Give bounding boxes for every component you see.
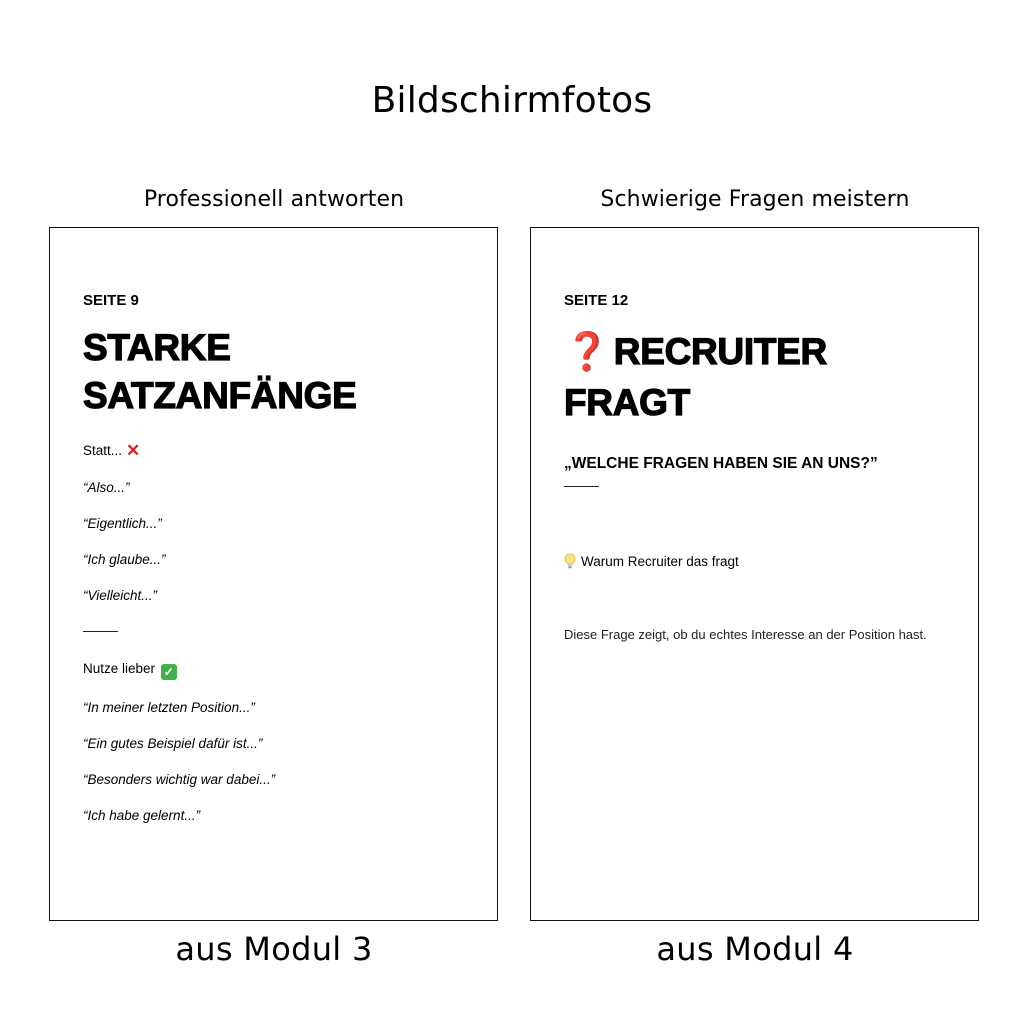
divider	[564, 486, 599, 487]
heading-line: STARKE	[83, 327, 231, 368]
explanation-paragraph: Diese Frage zeigt, ob du echtes Interesse an der Position hast.	[564, 627, 927, 642]
cross-mark-icon: ✕	[126, 441, 141, 460]
left-module-label: aus Modul 3	[175, 930, 373, 968]
page-heading	[564, 326, 964, 428]
instead-item: “Also...”	[83, 480, 130, 495]
better-row	[83, 661, 177, 680]
right-module-label: aus Modul 4	[656, 930, 854, 968]
instead-item: “Vielleicht...”	[83, 588, 158, 603]
left-page-screenshot	[49, 227, 498, 921]
divider	[83, 631, 118, 632]
page-heading	[83, 324, 483, 420]
question-mark-icon: ❓	[564, 331, 610, 372]
why-row	[564, 553, 739, 572]
light-bulb-icon	[564, 553, 576, 572]
check-mark-icon: ✓	[161, 664, 177, 680]
better-item: “Ich habe gelernt...”	[83, 808, 201, 823]
heading-line: SATZANFÄNGE	[83, 375, 357, 416]
heading-line-text: RECRUITER	[613, 331, 827, 372]
better-label: Nutze lieber	[83, 661, 156, 676]
better-item: “Besonders wichtig war dabei...”	[83, 772, 276, 787]
right-panel-caption: Schwierige Fragen meistern	[600, 187, 910, 212]
instead-row	[83, 441, 140, 461]
question-heading: „WELCHE FRAGEN HABEN SIE AN UNS?”	[564, 455, 878, 472]
instead-item: “Eigentlich...”	[83, 516, 162, 531]
better-item: “Ein gutes Beispiel dafür ist...”	[83, 736, 263, 751]
main-title: Bildschirmfotos	[371, 80, 653, 121]
heading-line	[564, 326, 964, 377]
instead-label: Statt...	[83, 443, 123, 458]
page-number: SEITE 9	[83, 292, 139, 309]
page-number: SEITE 12	[564, 292, 629, 309]
why-label: Warum Recruiter das fragt	[581, 554, 739, 569]
right-page-screenshot	[530, 227, 979, 921]
better-item: “In meiner letzten Position...”	[83, 700, 255, 715]
instead-item: “Ich glaube...”	[83, 552, 166, 567]
heading-line: FRAGT	[564, 382, 690, 423]
left-panel-caption: Professionell antworten	[143, 187, 405, 212]
